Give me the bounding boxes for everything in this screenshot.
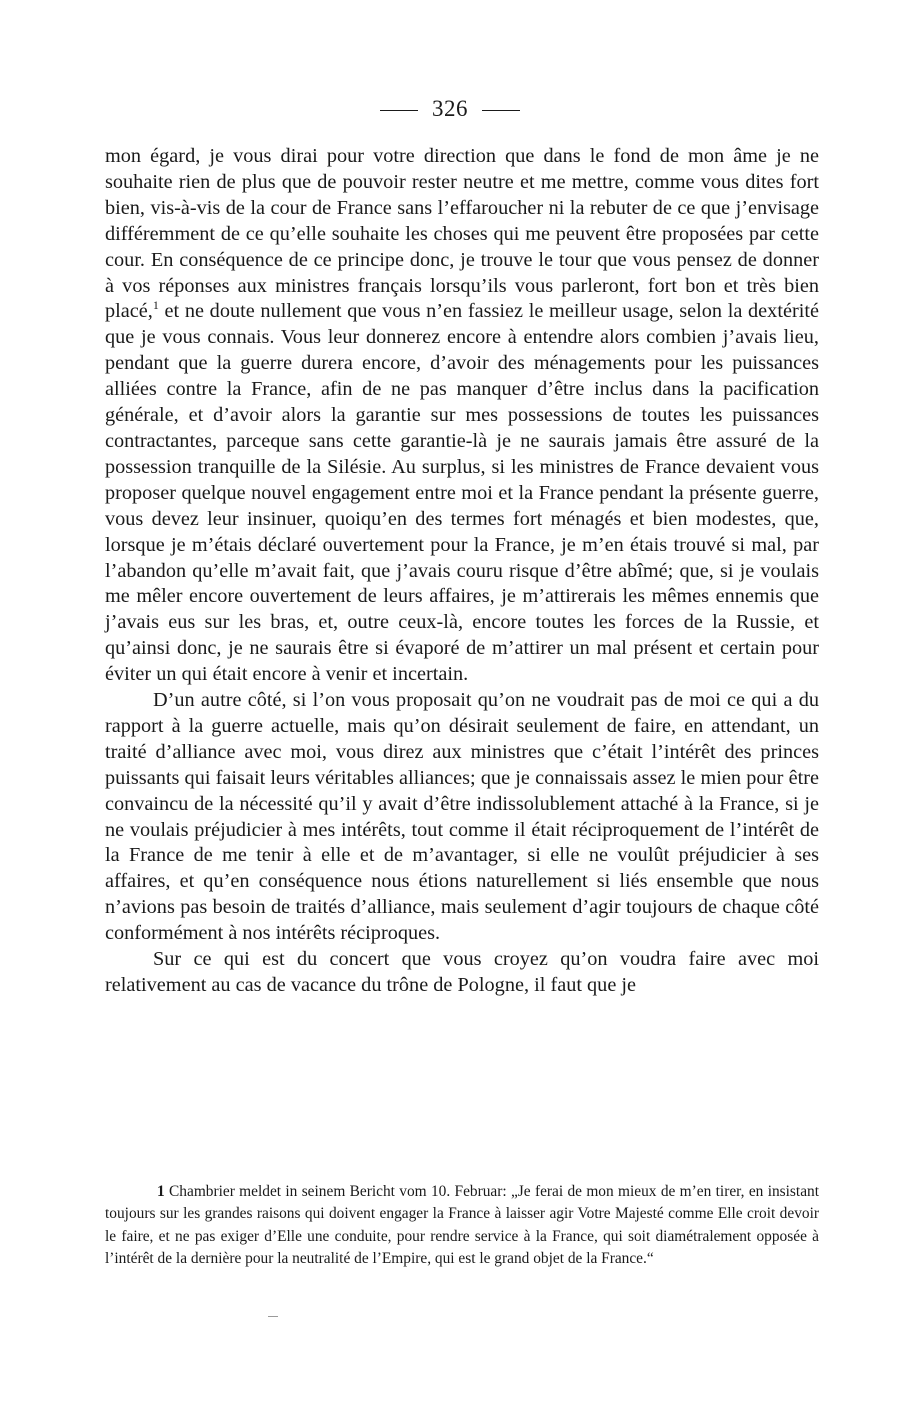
paragraph-2: D’un autre côté, si l’on vous proposait qu’on ne voudrait pas de moi ce qui a du rapport à la guerre actuelle, mais qu’on désirait seulement de faire, en attendant, un traité d’alliance avec moi, vous direz aux ministres que c’était l’intérêt des princes puissants qui faisait leurs véritables alliances; que je connaissais assez le mien pour être convaincu de la nécessité qu’il y avait d’être indissolublement attaché à la France, si je ne voulais préjudicier à mes intérêts, tout comme il était réciproquement de l’intérêt de la France de me tenir à elle et de m’avantager, si elle ne voulût préjudicier à ses affaires, et qu’en conséquence nous étions naturellement si liés ensemble que nous n’avions pas besoin de traités d’alliance, mais seulement d’agir toujours de chaque côté conformément à nos intérêts réciproques. — [105, 689, 819, 945]
footnote-reference: 1 — [152, 298, 159, 313]
paragraph-1-continuation: et ne doute nullement que vous n’en fassiez le meilleur usage, selon la dextérité que je vous connais. Vous leur donnerez encore à entendre alors combien j’avais lieu, pendant que la guerre durera encore, d’avoir des ménagements pour les puissances alliées contre la France, afin de ne pas manquer d’être inclus dans la pacification générale, et d’avoir alors la garantie sur mes possessions de toutes les puissances contractantes, parceque sans cette garantie-là je ne saurais jamais être assuré de la possession tranquille de la Silésie. Au surplus, si les ministres de France devaient vous proposer quelque nouvel engagement entre moi et la France pendant la présente guerre, vous devez leur insinuer, quoiqu’en des termes fort ménagés et bien modestes, que, lorsque je m’étais déclaré ouvertement pour la France, je m’en étais trouvé si mal, par l’abandon qu’elle m’avait fait, que j’avais couru risque d’être abîmé; que, si je voulais me mêler encore ouvertement de leurs affaires, je m’attirerais les mêmes ennemis que j’avais eus sur les bras, et, outre ceux-là, encore toutes les forces de la Russie, et qu’ainsi donc, je ne saurais être si évaporé de m’attirer un mal présent et certain pour éviter un qui était encore à venir et incertain. — [105, 300, 819, 686]
footnote-text: Chambrier meldet in seinem Bericht vom 10. Februar: „Je ferai de mon mieux de m’en tirer, en insistant toujours sur les grandes raisons qui doivent engager la France à laisser agir Votre Majesté comme Elle croit devoir le faire, et ne pas exiger d’Elle une conduite, pour rendre service à la France, qui soit diamétralement opposée à l’intérêt de la dernière pour la neutralité de l’Empire, qui est le grand objet de la France.“ — [105, 1183, 819, 1267]
header-dash-right — [482, 110, 520, 111]
paragraph-1 — [105, 144, 819, 688]
paragraph-1-text: mon égard, je vous dirai pour votre direction que dans le fond de mon âme je ne souhaite rien de plus que de pouvoir rester neutre et me mettre, comme vous dites fort bien, vis-à-vis de la cour de France sans l’effaroucher ni la rebuter de ce que j’envisage différemment de ce qu’elle souhaite les choses qui me peuvent être proposées par cette cour. En conséquence de ce principe donc, je trouve le tour que vous pensez de donner à vos réponses aux ministres français lorsqu’ils vous parleront, fort bon et très bien placé, — [105, 145, 819, 323]
page-header — [0, 94, 900, 124]
paragraph-3: Sur ce qui est du concert que vous croyez qu’on voudra faire avec moi relativement au cas de vacance du trône de Pologne, il faut que je — [105, 948, 819, 996]
page-number: 326 — [432, 96, 468, 121]
footnote-1 — [105, 1181, 819, 1270]
page-mark — [268, 1316, 278, 1317]
header-dash-left — [380, 110, 418, 111]
main-text — [105, 144, 819, 999]
footnote-marker: 1 — [157, 1183, 165, 1200]
footnotes — [105, 1181, 819, 1270]
